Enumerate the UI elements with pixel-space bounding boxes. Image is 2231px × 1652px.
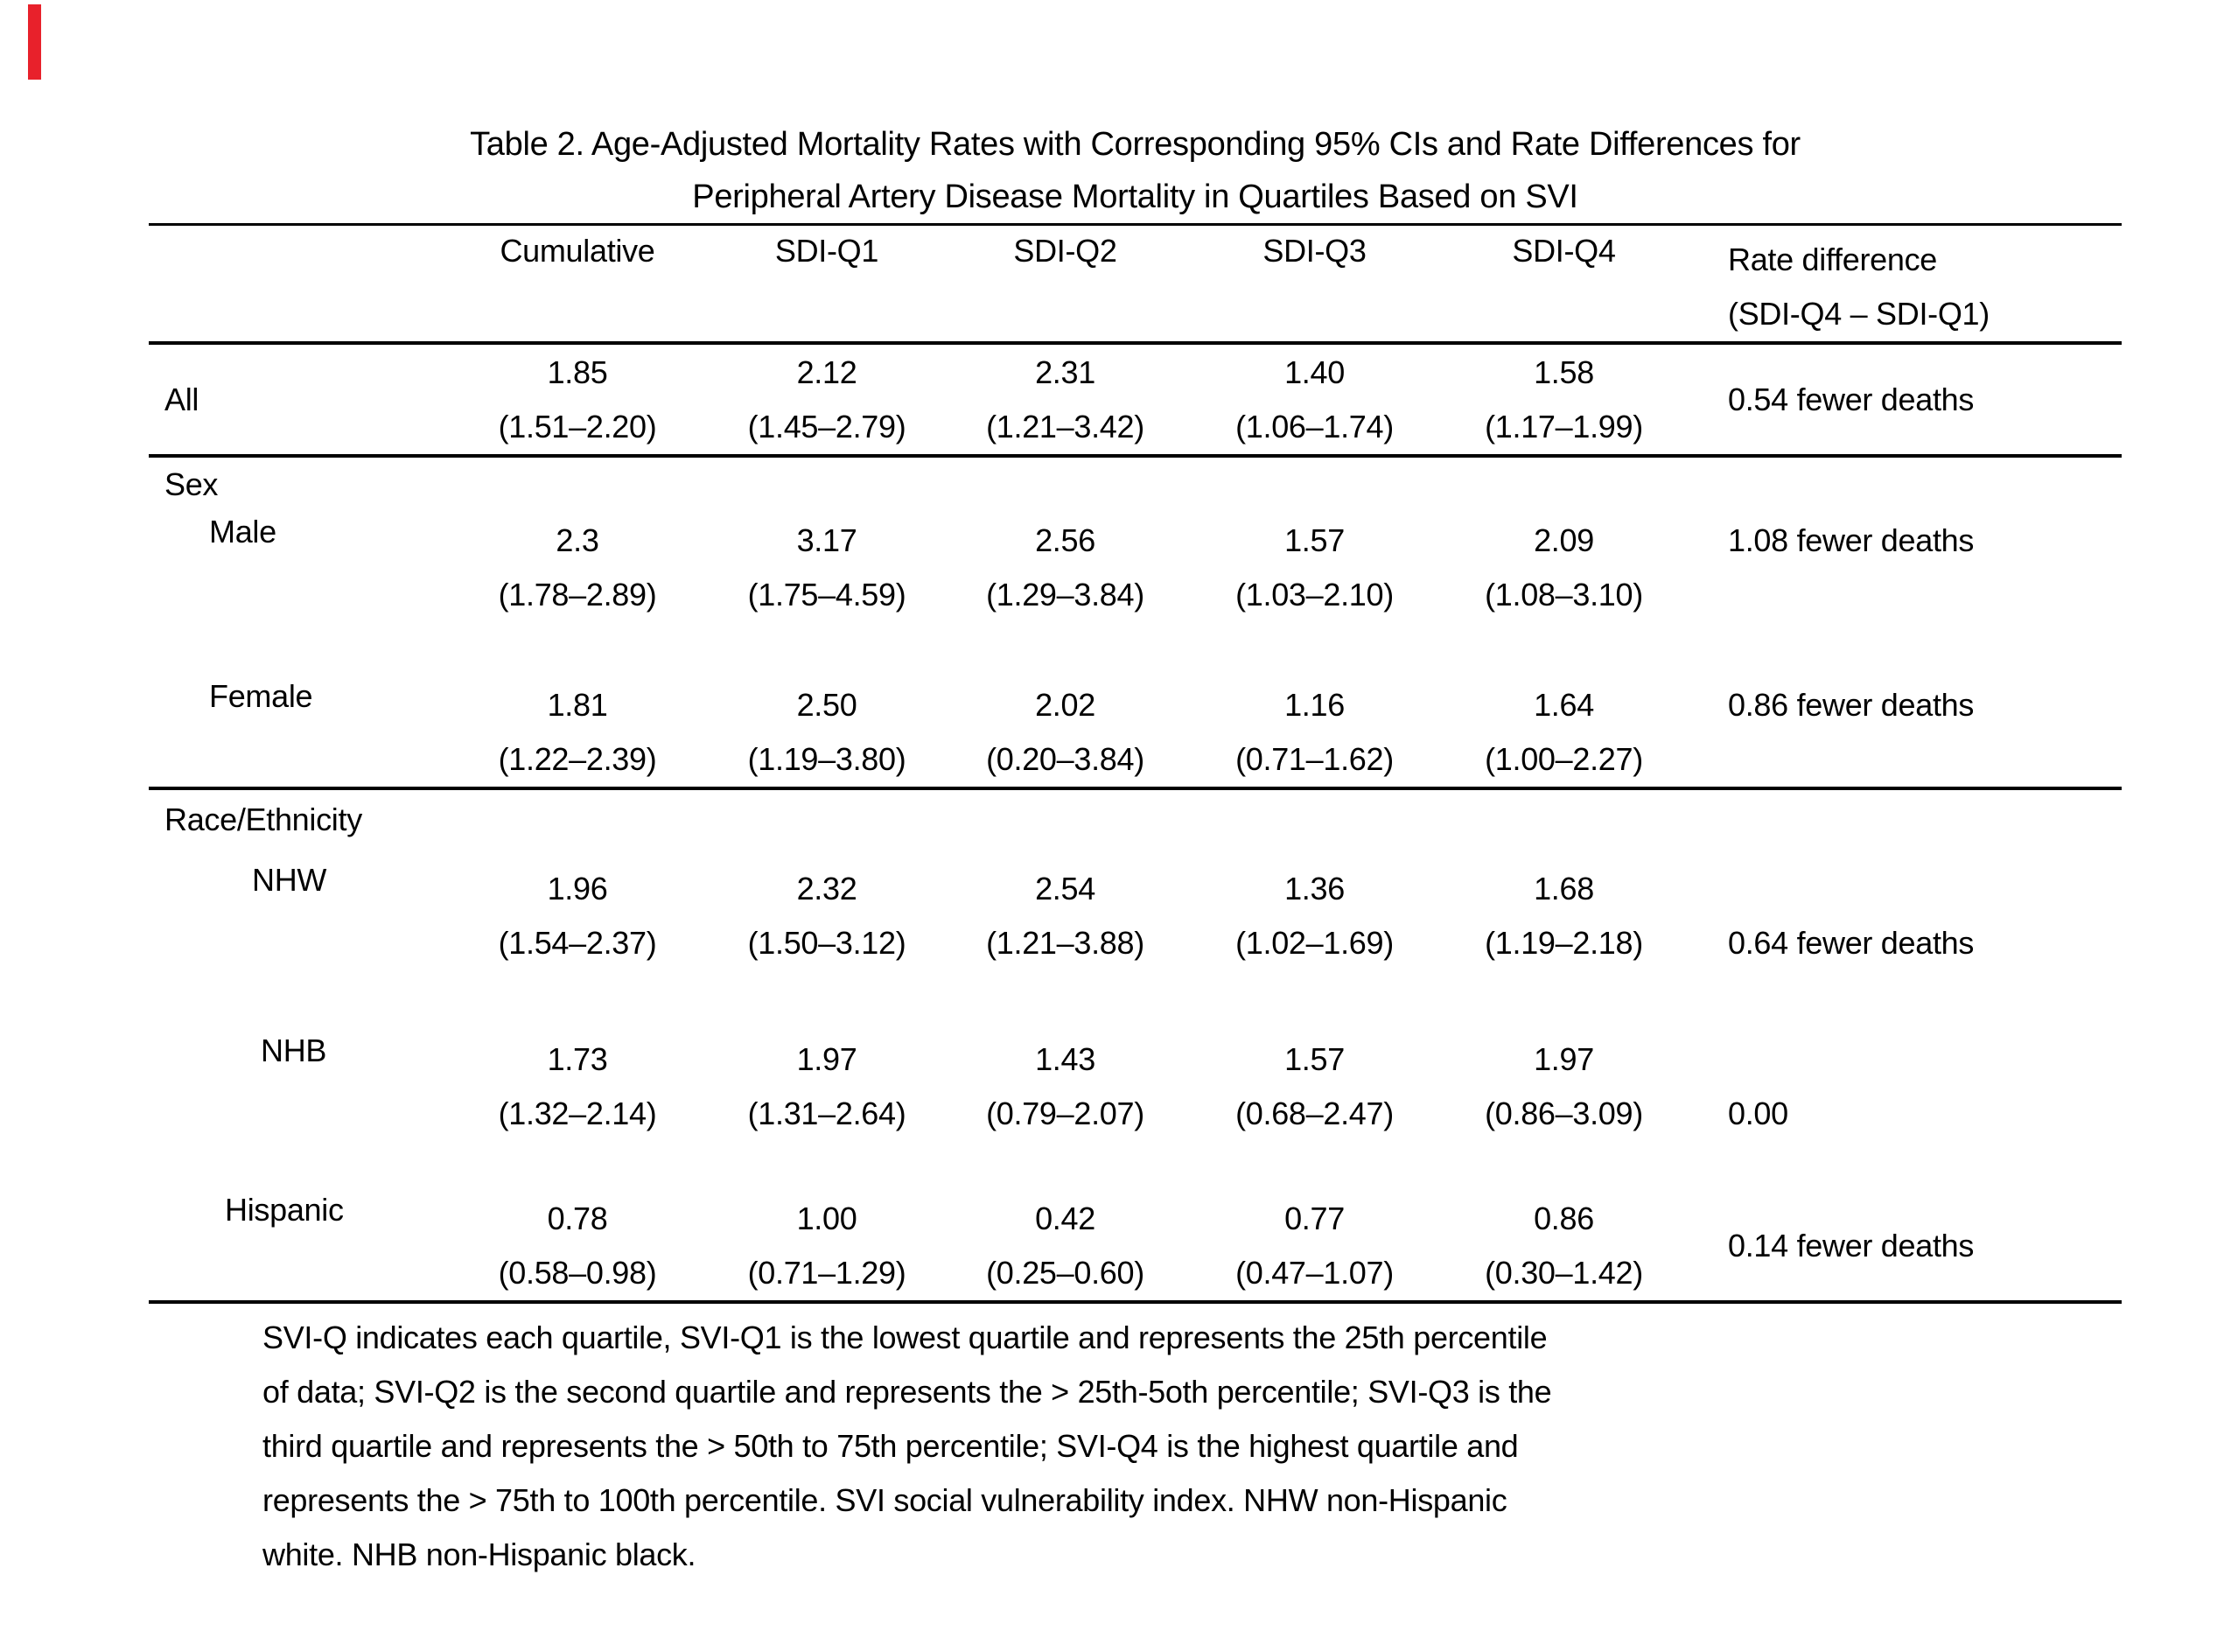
- row-all: [149, 343, 2122, 456]
- cell-female-q2: [941, 678, 1190, 788]
- confidence-interval: (1.21–3.42): [986, 409, 1144, 444]
- confidence-interval: (0.71–1.29): [747, 1255, 906, 1291]
- value: 0.86: [1534, 1200, 1594, 1236]
- confidence-interval: (0.30–1.42): [1485, 1255, 1643, 1291]
- header-sdi-q4: SDI-Q4: [1439, 225, 1689, 344]
- row-nhb: [149, 1020, 2122, 1143]
- value: 2.32: [796, 871, 857, 906]
- confidence-interval: (1.54–2.37): [498, 925, 657, 961]
- footnote-line: represents the > 75th to 100th percentile. SVI social vulnerability index. NHW non-Hispanic: [262, 1482, 1507, 1518]
- value: 1.16: [1284, 687, 1345, 723]
- cell-nhw-q3: [1190, 850, 1439, 972]
- cell-hispanic-q4: [1439, 1186, 1689, 1302]
- cell-nhb-q2: [941, 1020, 1190, 1143]
- value: 1.97: [1534, 1041, 1594, 1077]
- confidence-interval: (1.51–2.20): [498, 409, 657, 444]
- value: 1.40: [1284, 354, 1345, 390]
- value: 2.54: [1035, 871, 1095, 906]
- table-title-line2: Peripheral Artery Disease Mortality in Quartiles Based on SVI: [692, 178, 1578, 215]
- value: 2.12: [796, 354, 857, 390]
- footnote-line: third quartile and represents the > 50th to 75th percentile; SVI-Q4 is the highest quartile and: [262, 1428, 1519, 1464]
- value: 1.64: [1534, 687, 1594, 723]
- cell-hispanic-q1: [713, 1186, 941, 1302]
- rate-difference: 0.54 fewer deaths: [1728, 382, 1975, 417]
- cell-female-cumulative: [442, 678, 713, 788]
- cell-male-q1: [713, 512, 941, 626]
- value: 1.58: [1534, 354, 1594, 390]
- row-label-male: Male: [209, 514, 276, 550]
- value: 3.17: [796, 522, 857, 558]
- row-female: [149, 678, 2122, 788]
- value: 1.57: [1284, 1041, 1345, 1077]
- rate-difference: 1.08 fewer deaths: [1728, 522, 1975, 558]
- value: 2.09: [1534, 522, 1594, 558]
- cell-nhw-q1: [713, 850, 941, 972]
- value: 1.96: [547, 871, 608, 906]
- section-label-sex: Sex: [164, 466, 219, 502]
- cell-male-rate-difference: [1689, 512, 2122, 626]
- cell-nhw-q4: [1439, 850, 1689, 972]
- value: 2.31: [1035, 354, 1095, 390]
- row-label-nhw: NHW: [252, 862, 327, 898]
- confidence-interval: (0.25–0.60): [986, 1255, 1144, 1291]
- spacer-line: [1728, 862, 2122, 916]
- confidence-interval: (1.03–2.10): [1235, 577, 1394, 612]
- cell-male-q4: [1439, 512, 1689, 626]
- cell-nhb-q1: [713, 1020, 941, 1143]
- confidence-interval: (0.58–0.98): [498, 1255, 657, 1291]
- cell-hispanic-q3: [1190, 1186, 1439, 1302]
- value: 1.00: [796, 1200, 857, 1236]
- cell-nhb-rate-difference: [1689, 1020, 2122, 1143]
- header-cumulative: Cumulative: [442, 225, 713, 344]
- spacer-row: [149, 626, 2122, 678]
- confidence-interval: (1.31–2.64): [747, 1096, 906, 1131]
- cell-female-q1: [713, 678, 941, 788]
- section-sex: [149, 456, 2122, 512]
- value: 1.81: [547, 687, 608, 723]
- confidence-interval: (1.06–1.74): [1235, 409, 1394, 444]
- value: 1.97: [796, 1041, 857, 1077]
- page: [149, 0, 2122, 1582]
- confidence-interval: (1.32–2.14): [498, 1096, 657, 1131]
- value: 1.68: [1534, 871, 1594, 906]
- confidence-interval: (0.71–1.62): [1235, 741, 1394, 777]
- value: 2.50: [796, 687, 857, 723]
- header-rate-difference: [1689, 225, 2122, 344]
- value: 1.85: [547, 354, 608, 390]
- cell-female-rate-difference: [1689, 678, 2122, 788]
- header-rate-difference-line1: Rate difference: [1728, 242, 1937, 277]
- spacer-line: [1728, 1032, 2122, 1087]
- confidence-interval: (1.21–3.88): [986, 925, 1144, 961]
- confidence-interval: (0.20–3.84): [986, 741, 1144, 777]
- footnote-line: white. NHB non-Hispanic black.: [262, 1536, 696, 1572]
- confidence-interval: (0.86–3.09): [1485, 1096, 1643, 1131]
- cell-hispanic-cumulative: [442, 1186, 713, 1302]
- cell-nhb-q3: [1190, 1020, 1439, 1143]
- mortality-table: [149, 223, 2122, 1304]
- rate-difference: 0.86 fewer deaths: [1728, 687, 1975, 723]
- confidence-interval: (1.45–2.79): [747, 409, 906, 444]
- header-sdi-q3: SDI-Q3: [1190, 225, 1439, 344]
- row-label-female: Female: [149, 678, 442, 788]
- value: 0.42: [1035, 1200, 1095, 1236]
- confidence-interval: (1.19–2.18): [1485, 925, 1643, 961]
- row-male: [149, 512, 2122, 626]
- row-label-hispanic: Hispanic: [149, 1186, 442, 1302]
- cell-all-q4: [1439, 343, 1689, 456]
- value: 1.73: [547, 1041, 608, 1077]
- confidence-interval: (1.22–2.39): [498, 741, 657, 777]
- confidence-interval: (0.79–2.07): [986, 1096, 1144, 1131]
- cell-all-cumulative: [442, 343, 713, 456]
- section-label-race-ethnicity: Race/Ethnicity: [164, 802, 362, 837]
- row-label-all: All: [149, 343, 442, 456]
- row-hispanic: [149, 1186, 2122, 1302]
- cell-male-q2: [941, 512, 1190, 626]
- cell-female-q4: [1439, 678, 1689, 788]
- footnote-line: of data; SVI-Q2 is the second quartile and represents the > 25th-5oth percentile; SVI-Q3 is the: [262, 1374, 1552, 1410]
- table-footnote: [262, 1311, 2122, 1582]
- cell-nhw-cumulative: [442, 850, 713, 972]
- row-nhw: [149, 850, 2122, 972]
- header-sdi-q2: SDI-Q2: [941, 225, 1190, 344]
- value: 0.78: [547, 1200, 608, 1236]
- confidence-interval: (1.19–3.80): [747, 741, 906, 777]
- value: 2.3: [556, 522, 599, 558]
- confidence-interval: (0.47–1.07): [1235, 1255, 1394, 1291]
- cell-male-q3: [1190, 512, 1439, 626]
- confidence-interval: (1.78–2.89): [498, 577, 657, 612]
- cell-male-cumulative: [442, 512, 713, 626]
- cell-hispanic-q2: [941, 1186, 1190, 1302]
- value: 1.57: [1284, 522, 1345, 558]
- value: 2.56: [1035, 522, 1095, 558]
- cell-hispanic-rate-difference: [1689, 1186, 2122, 1302]
- value: 1.43: [1035, 1041, 1095, 1077]
- rate-difference: 0.00: [1728, 1096, 1788, 1131]
- cell-nhw-rate-difference: [1689, 850, 2122, 972]
- red-edge-marker: [28, 4, 41, 80]
- header-empty: [149, 225, 442, 344]
- header-row: [149, 225, 2122, 344]
- cell-female-q3: [1190, 678, 1439, 788]
- confidence-interval: (1.75–4.59): [747, 577, 906, 612]
- value: 0.77: [1284, 1200, 1345, 1236]
- confidence-interval: (0.68–2.47): [1235, 1096, 1394, 1131]
- table-title-line1: Table 2. Age-Adjusted Mortality Rates with Corresponding 95% CIs and Rate Differences for: [470, 126, 1801, 163]
- value: 2.02: [1035, 687, 1095, 723]
- rate-difference: 0.64 fewer deaths: [1728, 925, 1975, 961]
- confidence-interval: (1.50–3.12): [747, 925, 906, 961]
- rate-difference: 0.14 fewer deaths: [1728, 1228, 1975, 1264]
- cell-all-q3: [1190, 343, 1439, 456]
- cell-all-q2: [941, 343, 1190, 456]
- cell-nhw-q2: [941, 850, 1190, 972]
- confidence-interval: (1.17–1.99): [1485, 409, 1643, 444]
- confidence-interval: (1.08–3.10): [1485, 577, 1643, 612]
- value: 1.36: [1284, 871, 1345, 906]
- confidence-interval: (1.00–2.27): [1485, 741, 1643, 777]
- spacer-row: [149, 1143, 2122, 1186]
- cell-nhb-cumulative: [442, 1020, 713, 1143]
- spacer-row: [149, 972, 2122, 1020]
- confidence-interval: (1.29–3.84): [986, 577, 1144, 612]
- cell-all-q1: [713, 343, 941, 456]
- cell-nhb-q4: [1439, 1020, 1689, 1143]
- row-label-nhb: NHB: [261, 1032, 327, 1068]
- section-race-ethnicity: [149, 788, 2122, 850]
- header-sdi-q1: SDI-Q1: [713, 225, 941, 344]
- table-title: [149, 118, 2122, 223]
- footnote-line: SVI-Q indicates each quartile, SVI-Q1 is the lowest quartile and represents the 25th percentile: [262, 1320, 1548, 1355]
- header-rate-difference-line2: (SDI-Q4 – SDI-Q1): [1728, 296, 1990, 332]
- cell-all-rate-difference: [1689, 343, 2122, 456]
- confidence-interval: (1.02–1.69): [1235, 925, 1394, 961]
